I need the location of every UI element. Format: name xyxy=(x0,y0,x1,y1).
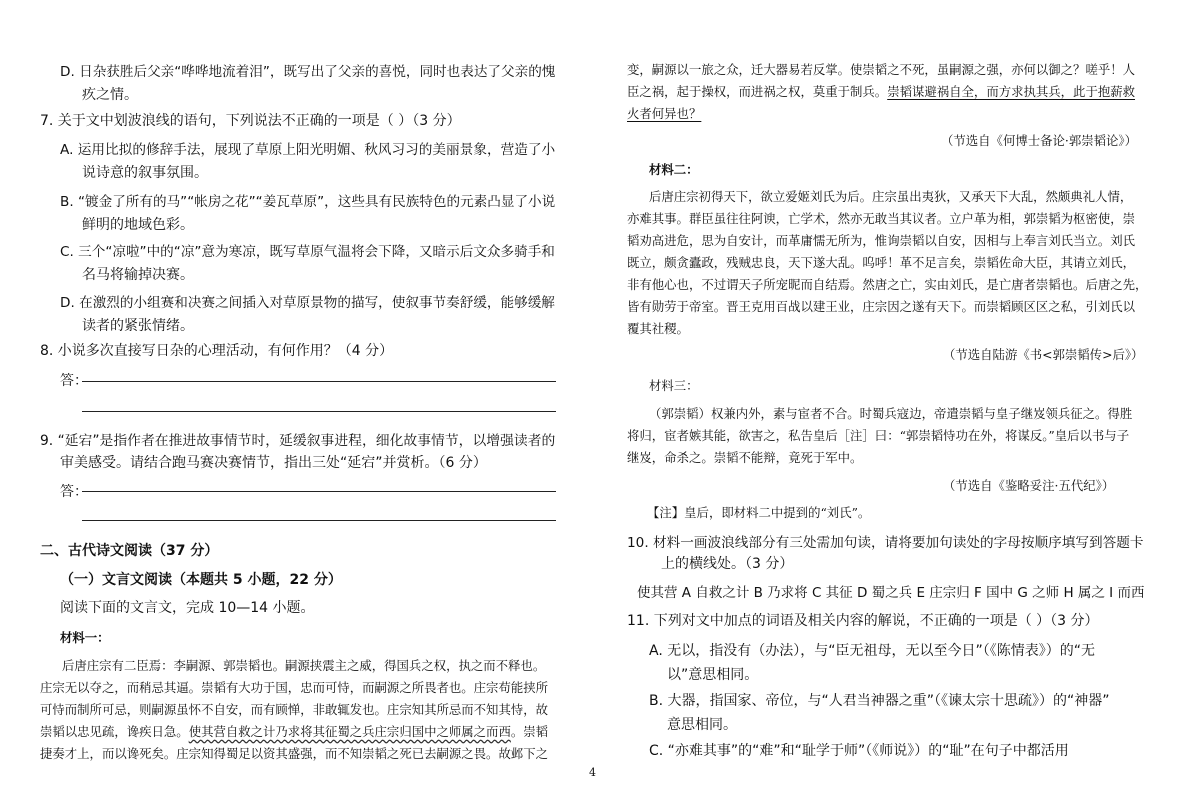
question-8: 8. 小说多次直接写日杂的心理活动，有何作用？（4 分） xyxy=(40,343,394,359)
material-1-line3: 可恃而制所可忌，则嗣源虽怀不自安，而有顾惮，非敢辄发也。庄宗知其所忌而不知其恃，故 xyxy=(40,702,549,717)
q7-option-d-line2: 读者的紧张情绪。 xyxy=(82,318,194,334)
material-1-underlined-sentence-b: 火者何异也？ xyxy=(627,106,702,121)
q9-answer-line-1[interactable] xyxy=(82,491,556,492)
q7-option-a-line1: A. 运用比拟的修辞手法，展现了草原上阳光明媚、秋风习习的美丽景象，营造了小 xyxy=(60,142,556,158)
q7-option-c-line1: C. 三个“凉啦”中的“凉”意为寒凉，既写草原气温将会下降，又暗示后文众多骑手和 xyxy=(60,244,555,260)
material-2-line2: 亦难其事。群臣虽往往阿谀，亡学术，然亦无敢当其议者。立户革为相，郭崇韬为枢密使，崇 xyxy=(627,211,1136,226)
material-1-line4 xyxy=(40,722,548,740)
q7-option-c-line2: 名马将输掉决赛。 xyxy=(82,267,194,283)
material-2-line1: 后唐庄宗初得天下，欲立爱姬刘氏为后。庄宗虽出夷狄，又承天下大乱，然颇典礼人情， xyxy=(649,189,1133,204)
reading-instruction: 阅读下面的文言文，完成 10—14 小题。 xyxy=(60,600,315,616)
q11-option-a-line2: 以”意思相同。 xyxy=(667,667,759,683)
material-2-line7: 覆其社稷。 xyxy=(627,321,689,336)
question-10-line2: 上的横线处。（3 分） xyxy=(661,556,794,572)
material-1-underlined-sentence-a: 崇韬谋避祸自全，而方求执其兵，此于抱薪救 xyxy=(887,84,1136,99)
q8-answer-label: 答： xyxy=(60,373,88,389)
section-2-heading: 二、古代诗文阅读（37 分） xyxy=(40,543,219,559)
source-3: （节选自《鉴略妥注·五代纪》） xyxy=(943,478,1115,493)
q7-option-b-line1: B. “镀金了所有的马”“帐房之花”“姜瓦草原”，这些具有民族特色的元素凸显了小说 xyxy=(60,194,556,210)
question-7: 7. 关于文中划波浪线的语句，下列说法不正确的一项是（ ）（3 分） xyxy=(40,113,461,129)
material-3-note: 【注】皇后，即材料二中提到的“刘氏”。 xyxy=(647,505,871,520)
q11-option-b-line2: 意思相同。 xyxy=(667,717,737,733)
question-9-line2: 审美感受。请结合跑马赛决赛情节，指出三处“延宕”并赏析。（6 分） xyxy=(60,455,487,471)
question-11: 11. 下列对文中加点的词语及相关内容的解说，不正确的一项是（ ）（3 分） xyxy=(627,613,1099,629)
q11-option-b-line1: B. 大器，指国家、帝位，与“人君当神器之重”（《谏太宗十思疏》）的“神器” xyxy=(649,693,1110,709)
material-2-line5: 非有他心也，不过谓天子所宠昵而自结焉。然唐之亡，实由刘氏，是亡唐者崇韬也。后唐之先， xyxy=(627,277,1148,292)
material-3-line2: 将归，宦者嫉其能，欲害之，私告皇后［注］曰：“郭崇韬恃功在外，将谋反。”皇后以书与子 xyxy=(627,428,1130,443)
q7-option-b-line2: 鲜明的地域色彩。 xyxy=(82,217,194,233)
material-3-title: 材料三： xyxy=(649,378,699,393)
question-9-line1: 9. “延宕”是指作者在推进故事情节时，延缓叙事进程，细化故事情节，以增强读者的 xyxy=(40,433,556,449)
material-2-line6: 皆有勋劳于帝室。晋王克用百战以建王业，庄宗因之遂有天下。而崇韬顾区区之私，引刘氏以 xyxy=(627,299,1136,314)
q7-option-a-line2: 说诗意的叙事氛围。 xyxy=(82,165,208,181)
q8-answer-line-2[interactable] xyxy=(82,411,556,412)
material-1-line1: 后唐庄宗有二臣焉：李嗣源、郭崇韬也。嗣源挟震主之威，得国兵之权，执之而不释也。 xyxy=(62,658,546,673)
source-2: （节选自陆游《书<郭崇韬传>后》） xyxy=(943,347,1144,362)
question-10-sentence: 使其营 A 自救之计 B 乃求将 C 其征 D 蜀之兵 E 庄宗归 F 国中 G 之师 H 属之 I 而西 xyxy=(637,585,1145,601)
question-10-line1: 10. 材料一画波浪线部分有三处需加句读，请将要加句读处的字母按顺序填写到答题卡 xyxy=(627,535,1144,551)
q9-answer-label: 答： xyxy=(60,484,88,500)
material-2-title: 材料二： xyxy=(649,162,699,177)
material-1-title: 材料一： xyxy=(60,630,110,645)
q11-option-c-line1: C. “亦难其事”的“难”和“耻学于师”（《师说》）的“耻”在句子中都活用 xyxy=(649,743,1069,759)
q11-option-a-line1: A. 无以，指没有（办法），与“臣无祖母，无以至今日”（《陈情表》）的“无 xyxy=(649,643,1095,659)
option-d-prev-line2: 疚之情。 xyxy=(82,87,138,103)
q9-answer-line-2[interactable] xyxy=(82,520,556,521)
material-1-line6: 变，嗣源以一旅之众，迁大器易若反掌。使崇韬之不死，虽嗣源之强，亦何以御之？嗟乎！人 xyxy=(627,62,1136,77)
q8-answer-line-1[interactable] xyxy=(82,381,556,382)
source-1: （节选自《何博士备论·郭崇韬论》） xyxy=(941,133,1137,148)
material-3-line1: （郭崇韬）权兼内外，素与宦者不合。时蜀兵寇边，帝遣崇韬与皇子继岌领兵征之。得胜 xyxy=(649,406,1133,421)
material-3-line3: 继岌，命杀之。崇韬不能辩，竟死于军中。 xyxy=(627,450,863,465)
page-number: 4 xyxy=(589,766,596,779)
option-d-prev-line1: D. 日杂获胜后父亲“哗哗地流着泪”，既写出了父亲的喜悦，同时也表达了父亲的愧 xyxy=(60,64,556,80)
subsection-1-heading: （一）文言文阅读（本题共 5 小题，22 分） xyxy=(60,572,342,588)
material-1-line4-start: 崇韬以忠见疏，谗疾日急。 xyxy=(40,724,189,739)
material-2-line3: 韬劝高进危，思为自安计，而革庸懦无所为，惟询崇韬以自安，因相与上奉言刘氏当立。刘氏 xyxy=(627,233,1136,248)
q7-option-d-line1: D. 在激烈的小组赛和决赛之间插入对草原景物的描写，使叙事节奏舒缓，能够缓解 xyxy=(60,295,555,311)
material-1-line4-end: 。崇韬 xyxy=(510,724,549,739)
material-1-line7-start: 臣之祸，起于操权，而进祸之权，莫重于制兵。 xyxy=(627,84,888,99)
material-1-line7 xyxy=(627,82,1135,100)
material-2-line4: 既立，颇贪蠹政，残贼忠良，天下遂大乱。呜呼！革不足言矣，崇韬佐命大臣，其请立刘氏， xyxy=(627,255,1136,270)
material-1-wavy-sentence: 使其营自救之计乃求将其征蜀之兵庄宗归国中之师属之而西 xyxy=(188,724,511,739)
material-1-line5: 捷奏才上，而以谗死矣。庄宗知得蜀足以资其盛强，而不知崇韬之死已去嗣源之畏。故邺下之 xyxy=(40,746,549,761)
material-1-line2: 庄宗无以夺之，而稍忌其逼。崇韬有大功于国，忠而可恃，而嗣源之所畏者也。庄宗苟能挟所 xyxy=(40,680,549,695)
